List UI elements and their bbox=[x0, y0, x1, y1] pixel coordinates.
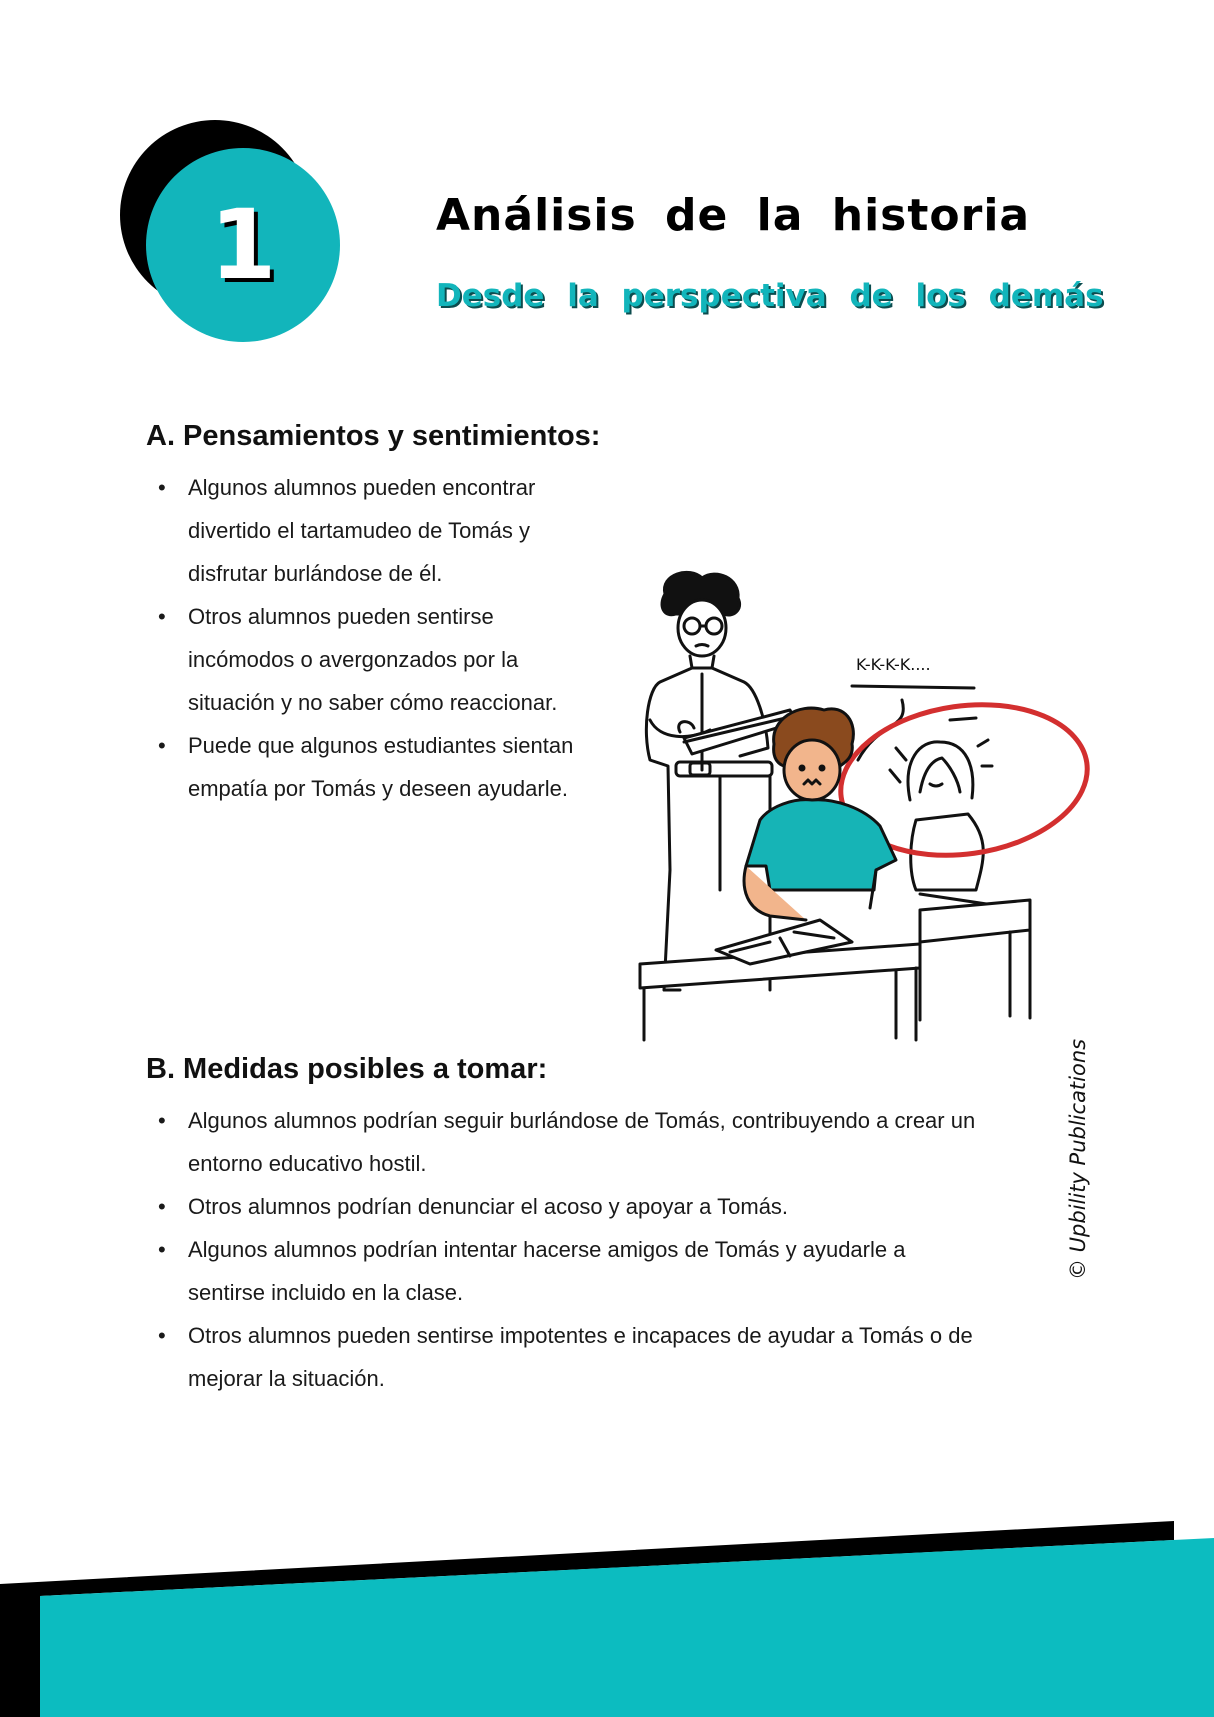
list-item bbox=[146, 724, 626, 810]
section-a-title: A. Pensamientos y sentimientos: bbox=[146, 420, 601, 452]
list-item bbox=[146, 1185, 1046, 1228]
teacher-figure bbox=[646, 572, 796, 990]
list-item-line: • Otros alumnos pueden sentirse bbox=[188, 604, 494, 629]
classroom-illustration bbox=[620, 570, 1100, 1050]
list-item-line: disfrutar burlándose de él. bbox=[188, 561, 443, 586]
copyright-text: © Upbility Publications bbox=[1066, 1038, 1090, 1280]
list-item bbox=[146, 466, 626, 595]
section-a-list bbox=[146, 466, 626, 810]
list-item bbox=[146, 1099, 1046, 1185]
list-item-line: • Puede que algunos estudiantes sientan bbox=[188, 733, 574, 758]
list-item-line: • Algunos alumnos pueden encontrar bbox=[188, 475, 536, 500]
list-item-line: • Algunos alumnos podrían intentar hacerse amigos de Tomás y ayudarle a bbox=[188, 1237, 906, 1262]
chapter-badge bbox=[120, 120, 340, 340]
list-item-line: empatía por Tomás y deseen ayudarle. bbox=[188, 776, 568, 801]
list-item-line: mejorar la situación. bbox=[188, 1366, 385, 1391]
section-b-list bbox=[146, 1099, 1046, 1400]
page-subtitle: Desde la perspectiva de los demás bbox=[436, 278, 1104, 314]
list-item bbox=[146, 1314, 1046, 1400]
list-item-line: divertido el tartamudeo de Tomás y bbox=[188, 518, 530, 543]
list-item-line: • Otros alumnos pueden sentirse impotentes e incapaces de ayudar a Tomás o de bbox=[188, 1323, 973, 1348]
section-b-title: B. Medidas posibles a tomar: bbox=[146, 1053, 548, 1085]
page-title: Análisis de la historia bbox=[436, 190, 1031, 241]
list-item-line: situación y no saber cómo reaccionar. bbox=[188, 690, 558, 715]
list-item-line: incómodos o avergonzados por la bbox=[188, 647, 519, 672]
footer-decoration bbox=[0, 1520, 1214, 1717]
list-item-line: • Otros alumnos podrían denunciar el acoso y apoyar a Tomás. bbox=[188, 1194, 789, 1219]
girl-figure bbox=[890, 740, 1000, 906]
list-item bbox=[146, 595, 626, 724]
list-item-line: sentirse incluido en la clase. bbox=[188, 1280, 464, 1305]
speech-text: K-K-K-K.... bbox=[856, 655, 931, 674]
list-item-line: entorno educativo hostil. bbox=[188, 1151, 427, 1176]
list-item-line: • Algunos alumnos podrían seguir burlándose de Tomás, contribuyendo a crear un bbox=[188, 1108, 976, 1133]
list-item bbox=[146, 1228, 1046, 1314]
chapter-number: 1 bbox=[209, 189, 277, 301]
